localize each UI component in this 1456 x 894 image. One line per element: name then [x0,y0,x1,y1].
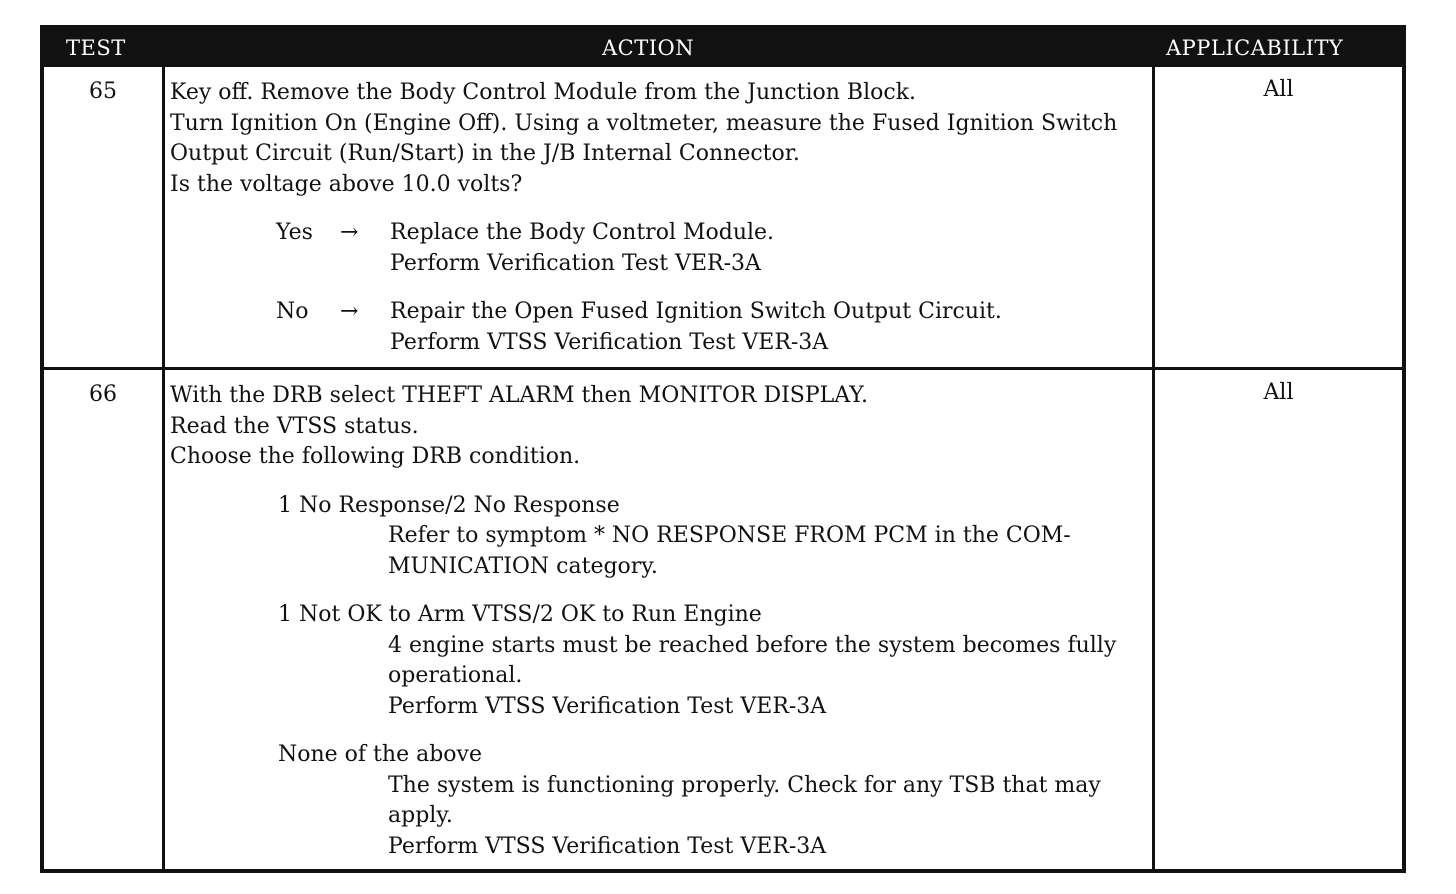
action-line: Is the voltage above 10.0 volts? [170,171,523,197]
condition-not-ok-to-arm [170,600,1148,722]
applicability-value: All [1263,77,1294,102]
action-line: With the DRB select THEFT ALARM then MONITOR DISPLAY. [170,383,868,408]
condition-no-response [170,491,1148,583]
header-action: ACTION [602,36,695,60]
response-line: Replace the Body Control Module. [390,220,775,245]
action-line: Output Circuit (Run/Start) in the J/B Internal Connector. [170,141,800,166]
response-line: Repair the Open Fused Ignition Switch Output Circuit. [390,299,1002,324]
diagnostic-table [40,25,1406,873]
action-line: Key off. Remove the Body Control Module from the Junction Block. [170,80,917,105]
response-label: Yes [276,220,313,245]
condition-line: Perform VTSS Verification Test VER-3A [388,833,827,859]
table-header [44,29,1402,67]
header-test: TEST [66,36,126,60]
table-row-65 [44,67,1402,367]
applicability-value: All [1263,380,1294,405]
condition-line: The system is functioning properly. Check for any TSB that may [388,772,1101,798]
action-text [170,78,1148,358]
condition-line: Refer to symptom * NO RESPONSE FROM PCM in the COM- [388,523,1071,548]
condition-title: 1 Not OK to Arm VTSS/2 OK to Run Engine [278,602,762,627]
condition-line: 4 engine starts must be reached before the system becomes fully [388,632,1117,658]
condition-title: 1 No Response/2 No Response [278,492,620,518]
response-line: Perform Verification Test VER-3A [390,250,761,276]
action-text [170,381,1148,862]
arrow-icon: → [340,220,359,245]
header-applicability: APPLICABILITY [1166,36,1344,60]
condition-none-of-the-above [170,740,1148,862]
condition-line: apply. [388,803,453,828]
condition-line: MUNICATION category. [388,553,658,579]
table-row-66 [44,370,1402,870]
condition-title: None of the above [278,742,482,767]
condition-line: Perform VTSS Verification Test VER-3A [388,693,827,719]
condition-line: operational. [388,663,523,688]
arrow-icon: → [340,299,359,324]
response-label: No [276,299,309,324]
response-yes [170,218,1148,279]
response-no [170,297,1148,358]
action-line: Turn Ignition On (Engine Off). Using a voltmeter, measure the Fused Ignition Switch [170,110,1118,136]
action-line: Choose the following DRB condition. [170,444,581,469]
response-line: Perform VTSS Verification Test VER-3A [390,329,829,355]
action-line: Read the VTSS status. [170,413,419,439]
test-number: 66 [89,382,117,407]
test-number: 65 [89,79,117,104]
